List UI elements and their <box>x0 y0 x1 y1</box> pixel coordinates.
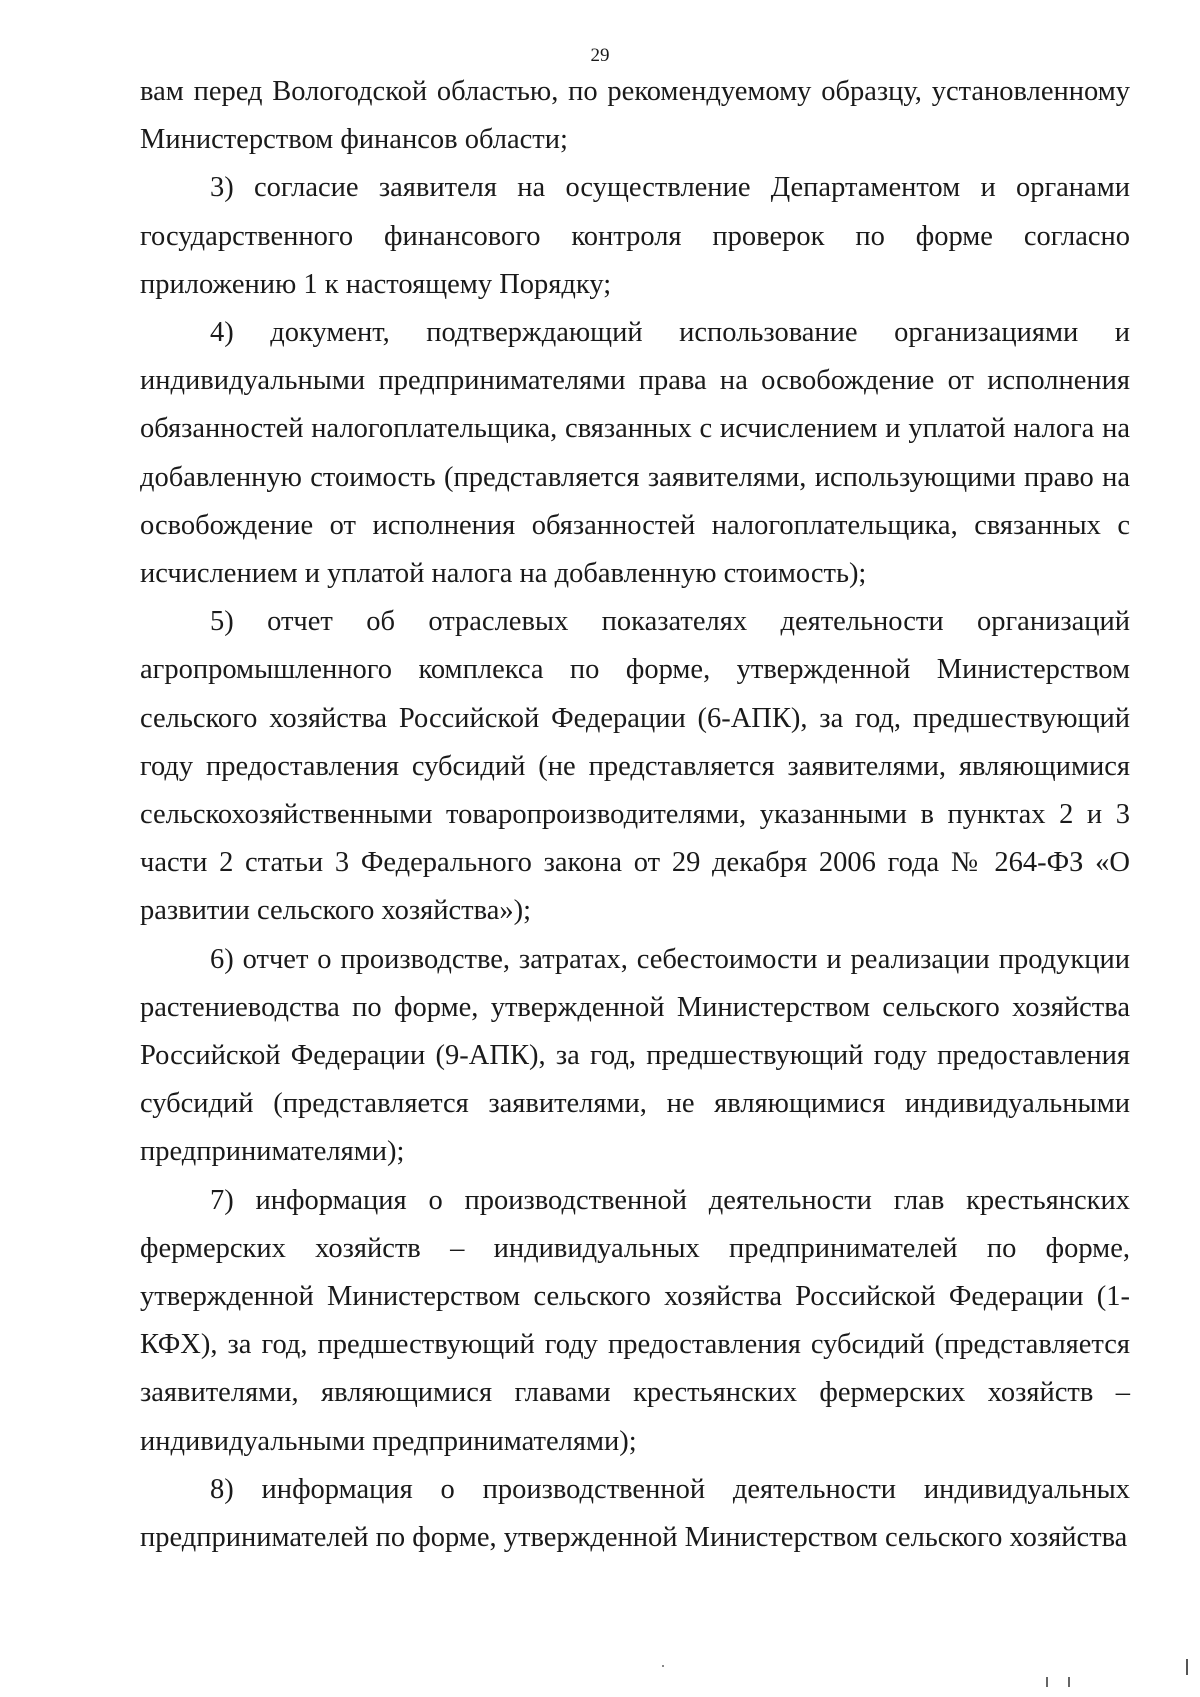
paragraph-item-4: 4) документ, подтверждающий использование организациями и индивидуальными предпринимателями права на освобождение от исполнения обязанностей налогоплательщика, связанных с исчислением и уплатой налога на добавленную стоимость (представляется заявителями, использующими право на освобождение от исполнения обязанностей налогоплательщика, связанных с исчислением и уплатой налога на добавленную стоимость); <box>140 317 1130 590</box>
scan-artifact-mark <box>1186 1659 1188 1675</box>
paragraph-item-5: 5) отчет об отраслевых показателях деятельности организаций агропромышленного комплекса по форме, утвержденной Министерством сельского хозяйства Российской Федерации (6-АПК), за год, предшествующий году предоставления субсидий (не представляется заявителями, являющимися сельскохозяйственными товаропроизводителями, указанными в пунктах 2 и 3 части 2 статьи 3 Федерального закона от 29 декабря 2006 года № 264-ФЗ «О развитии сельского хозяйства»); <box>140 606 1130 927</box>
paragraph-item-3: 3) согласие заявителя на осуществление Департаментом и органами государственного финансового контроля проверок по форме согласно приложению 1 к настоящему Порядку; <box>140 172 1130 300</box>
page-number: 29 <box>590 45 610 66</box>
paragraph-continuation: вам перед Вологодской областью, по рекомендуемому образцу, установленному Министерством финансов области; <box>140 76 1130 156</box>
scan-artifact-dot <box>662 1665 664 1667</box>
scan-artifact-mark <box>1046 1677 1070 1687</box>
document-body <box>140 68 1130 1562</box>
paragraph-item-8: 8) информация о производственной деятельности индивидуальных предпринимателей по форме, утвержденной Министерством сельского хозяйства <box>140 1473 1130 1554</box>
paragraph-item-7: 7) информация о производственной деятельности глав крестьянских фермерских хозяйств – индивидуальных предпринимателей по форме, утвержденной Министерством сельского хозяйства Российской Федерации (1-КФХ), за год, предшествующий году предоставления субсидий (представляется заявителями, являющимися главами крестьянских фермерских хозяйств – индивидуальными предпринимателями); <box>140 1184 1130 1457</box>
paragraph-item-6: 6) отчет о производстве, затратах, себестоимости и реализации продукции растениеводства по форме, утвержденной Министерством сельского хозяйства Российской Федерации (9-АПК), за год, предшествующий году предоставления субсидий (представляется заявителями, не являющимися индивидуальными предпринимателями); <box>140 943 1130 1168</box>
